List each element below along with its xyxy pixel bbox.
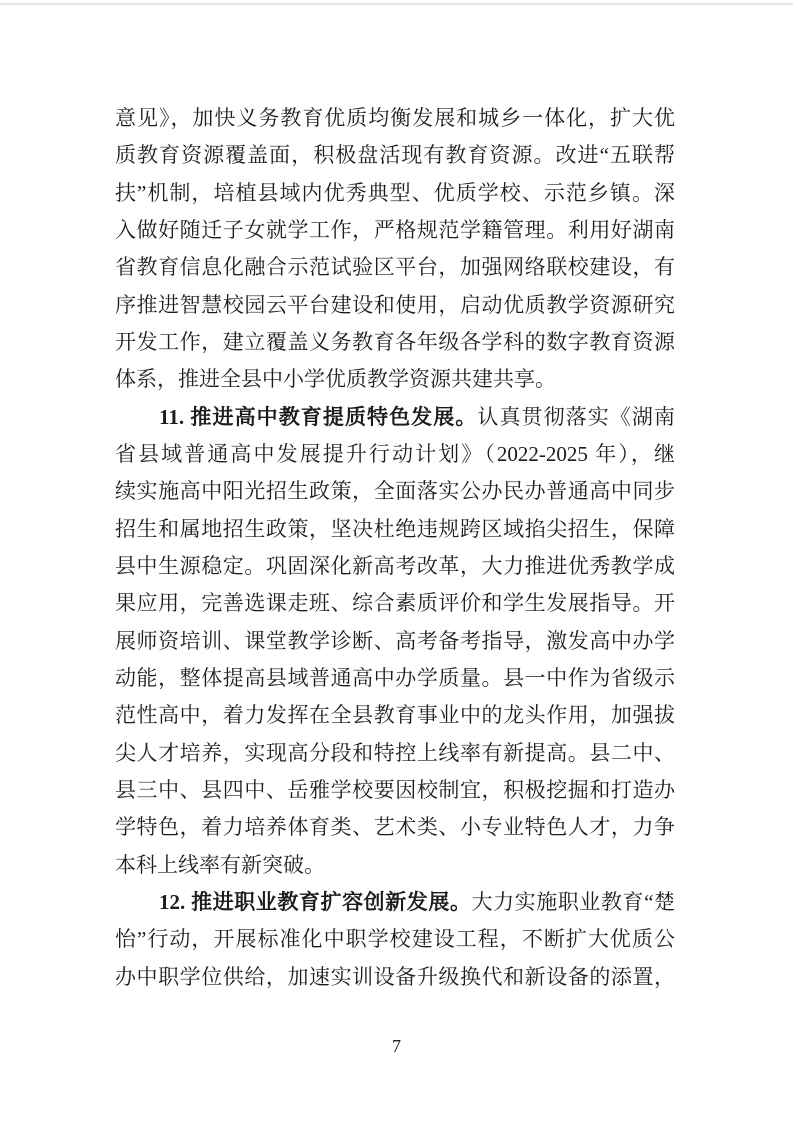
text-segment: 省教育信息化融合示范试验区平台，加强网络联校建设，有 [115, 255, 675, 280]
text-segment: 本科上线率有新突破。 [115, 852, 325, 877]
text-segment: 质教育资源覆盖面，积极盘活现有教育资源。改进“五联帮 [115, 143, 675, 168]
page-top-edge-line [0, 3, 793, 5]
paragraph-item-11 [115, 399, 675, 884]
text-segment: 开发工作，建立覆盖义务教育各年级各学科的数字教育资源 [115, 329, 675, 354]
text-line [115, 324, 675, 361]
text-segment: 尖人才培养，实现高分段和特控上线率有新提高。县二中、 [115, 740, 675, 765]
text-line [115, 361, 675, 398]
text-line [115, 399, 675, 436]
emphasis-text-segment: 12. 推进职业教育扩容创新发展。 [159, 889, 472, 914]
text-line [115, 697, 675, 734]
text-line [115, 884, 675, 921]
text-segment: 体系，推进全县中小学优质教学资源共建共享。 [115, 367, 556, 392]
text-segment: 大力实施职业教育“楚 [471, 889, 675, 914]
text-line [115, 921, 675, 958]
text-segment: 入做好随迁子女就学工作，严格规范学籍管理。利用好湖南 [115, 217, 675, 242]
text-line [115, 473, 675, 510]
text-line [115, 212, 675, 249]
text-line [115, 436, 675, 473]
text-line [115, 249, 675, 286]
text-line [115, 809, 675, 846]
document-body-text [115, 100, 675, 996]
paragraph-item-12 [115, 884, 675, 996]
text-segment: 省县域普通高中发展提升行动计划》（2022-2025 年），继 [115, 441, 675, 466]
text-line [115, 772, 675, 809]
paragraph-continuation [115, 100, 675, 399]
text-line [115, 100, 675, 137]
text-line [115, 959, 675, 996]
text-segment: 认真贯彻落实《湖南 [477, 404, 675, 429]
text-segment: 办中职学位供给，加速实训设备升级换代和新设备的添置， [115, 964, 675, 989]
emphasis-text-segment: 11. 推进高中教育提质特色发展。 [159, 404, 478, 429]
text-segment: 展师资培训、课堂教学诊断、高考备考指导，激发高中办学 [115, 628, 675, 653]
text-line [115, 660, 675, 697]
text-segment: 县中生源稳定。巩固深化新高考改革，大力推进优秀教学成 [115, 553, 675, 578]
text-line [115, 511, 675, 548]
text-segment: 意见》，加快义务教育优质均衡发展和城乡一体化，扩大优 [115, 106, 675, 130]
page-number: 7 [392, 1036, 401, 1056]
text-line [115, 847, 675, 884]
text-segment: 序推进智慧校园云平台建设和使用，启动优质教学资源研究 [115, 292, 675, 317]
text-segment: 怡”行动，开展标准化中职学校建设工程，不断扩大优质公 [115, 927, 675, 952]
text-segment: 学特色，着力培养体育类、艺术类、小专业特色人才，力争 [115, 815, 675, 840]
text-line [115, 287, 675, 324]
text-line [115, 623, 675, 660]
text-line [115, 548, 675, 585]
text-segment: 县三中、县四中、岳雅学校要因校制宜，积极挖掘和打造办 [115, 777, 675, 802]
text-segment: 续实施高中阳光招生政策，全面落实公办民办普通高中同步 [115, 479, 675, 504]
text-line [115, 735, 675, 772]
text-segment: 扶”机制，培植县域内优秀典型、优质学校、示范乡镇。深 [115, 180, 675, 205]
text-segment: 动能，整体提高县域普通高中办学质量。县一中作为省级示 [115, 665, 675, 690]
text-line [115, 585, 675, 622]
text-segment: 果应用，完善选课走班、综合素质评价和学生发展指导。开 [115, 591, 675, 616]
text-segment: 范性高中，着力发挥在全县教育事业中的龙头作用，加强拔 [115, 703, 675, 728]
text-segment: 招生和属地招生政策，坚决杜绝违规跨区域掐尖招生，保障 [115, 516, 675, 541]
text-line [115, 175, 675, 212]
text-line [115, 137, 675, 174]
